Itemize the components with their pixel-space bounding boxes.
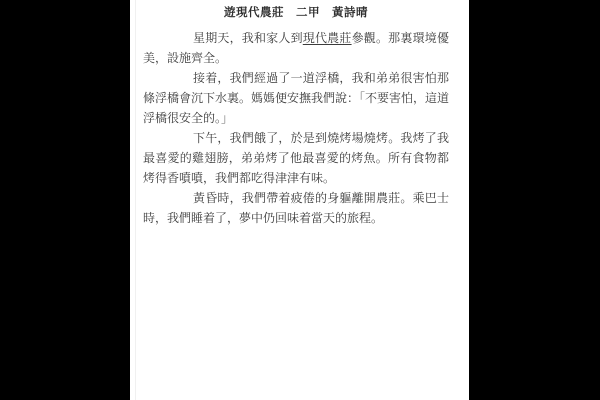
- text-segment: 接着，我們經過了一道浮橋，我和弟弟很害怕那條浮橋會沉下水裏。媽媽便安撫我們說：「不要害怕，這道浮橋很安全的。」: [143, 71, 450, 125]
- essay-title: 遊現代農莊 二甲 黃詩晴: [224, 5, 368, 19]
- essay-paragraph: [143, 128, 449, 188]
- underlined-phrase: 現代農莊: [302, 31, 352, 45]
- text-segment: 黃昏時，我們帶着疲倦的身軀離開農莊。乘巴士時，我們睡着了，夢中仍回味着當天的旅程。: [143, 191, 449, 225]
- document-page: [130, 0, 469, 400]
- essay-body: [143, 28, 449, 228]
- essay-paragraph: [143, 68, 449, 128]
- text-segment: 星期天，我和家人到: [193, 31, 303, 45]
- essay-paragraph: [143, 28, 449, 68]
- essay-paragraph: [143, 188, 449, 228]
- text-segment: 參觀。那裏環境優美，設施齊全。: [143, 31, 449, 65]
- essay-document: [143, 5, 449, 228]
- text-segment: 下午，我們餓了，於是到燒烤場燒烤。我烤了我最喜愛的雞翅膀，弟弟烤了他最喜愛的烤魚。所有食物都烤得香噴噴，我們都吃得津津有味。: [143, 131, 449, 185]
- page-edge-line: [135, 0, 136, 400]
